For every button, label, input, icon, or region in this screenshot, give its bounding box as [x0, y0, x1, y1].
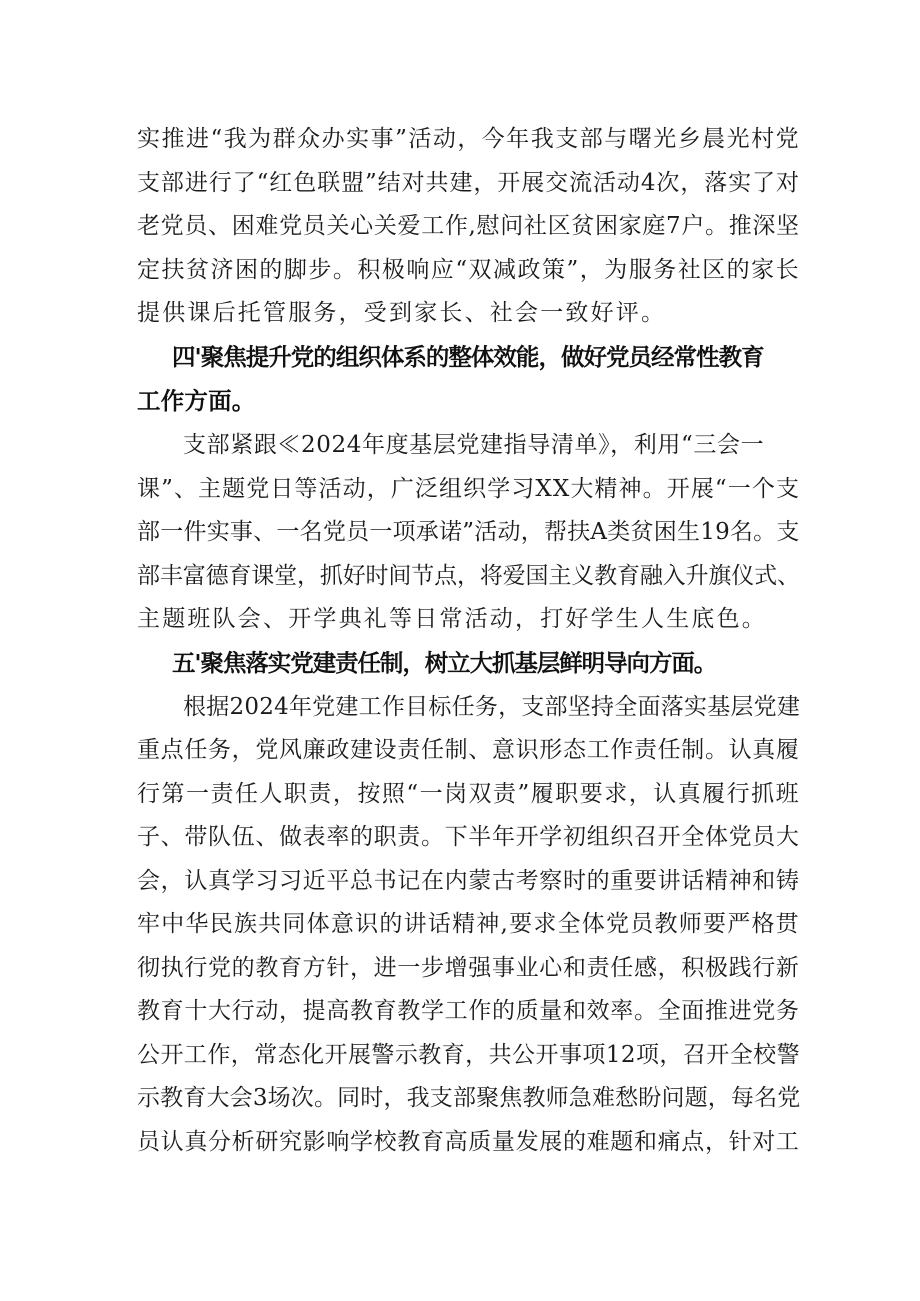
paragraph-3-line: 子、带队伍、做表率的职责。下半年开学初组织召开全体党员大: [137, 824, 800, 850]
paragraph-3-line: 彻执行党的教育方针，进一步增强事业心和责任感，积极践行新: [137, 955, 800, 981]
paragraph-2-line: 主题班队会、开学典礼等日常活动，打好学生人生底色。: [137, 606, 767, 632]
section-4-heading: 四'聚焦提升党的组织体系的整体效能，做好党员经常性教育: [172, 343, 764, 371]
paragraph-3-line: 重点任务，党风廉政建设责任制、意识形态工作责任制。认真履: [137, 737, 800, 763]
paragraph-3-line: 会，认真学习习近平总书记在内蒙古考察时的重要讲话精神和铸: [137, 868, 800, 894]
paragraph-2-line: 课”、主题党日等活动，广泛组织学习XX大精神。开展“一个支: [137, 476, 801, 502]
paragraph-1-line: 提供课后托管服务，受到家长、社会一致好评。: [137, 300, 667, 326]
paragraph-3-line: 教育十大行动，提高教育教学工作的质量和效率。全面推进党务: [137, 998, 800, 1024]
paragraph-1-line: 实推进“我为群众办实事”活动，今年我支部与曙光乡晨光村党: [137, 126, 801, 152]
paragraph-3-line: 牢中华民族共同体意识的讲话精神,要求全体党员教师要严格贯: [137, 911, 800, 937]
paragraph-2-line: 部丰富德育课堂，抓好时间节点，将爱国主义教育融入升旗仪式、: [137, 563, 800, 589]
paragraph-1-line: 老党员、困难党员关心关爱工作,慰问社区贫困家庭7户。推深坚: [137, 213, 800, 239]
paragraph-3-line: 员认真分析研究影响学校教育高质量发展的难题和痛点，针对工: [137, 1129, 800, 1155]
paragraph-1-line: 支部进行了“红色联盟”结对共建，开展交流活动4次，落实了对: [137, 170, 800, 196]
paragraph-3-line: 根据2024年党建工作目标任务，支部坚持全面落实基层党建: [183, 694, 801, 720]
section-5-heading: 五'聚焦落实党建责任制，树立大抓基层鲜明导向方面。: [172, 649, 717, 677]
paragraph-3-line: 行第一责任人职责，按照“一岗双责”履职要求，认真履行抓班: [137, 781, 801, 807]
paragraph-3-line: 公开工作，常态化开展警示教育，共公开事项12项，召开全校警: [137, 1042, 801, 1068]
paragraph-2-line: 支部紧跟≪2024年度基层党建指导清单》，利用“三会一: [183, 432, 765, 458]
paragraph-2-line: 部一件实事、一名党员一项承诺”活动，帮扶A类贫困生19名。支: [137, 519, 800, 545]
paragraph-1-line: 定扶贫济困的脚步。积极响应“双减政策”，为服务社区的家长: [137, 257, 801, 283]
section-4-heading: 工作方面。: [137, 387, 256, 415]
paragraph-3-line: 示教育大会3场次。同时，我支部聚焦教师急难愁盼问题，每名党: [137, 1085, 801, 1111]
